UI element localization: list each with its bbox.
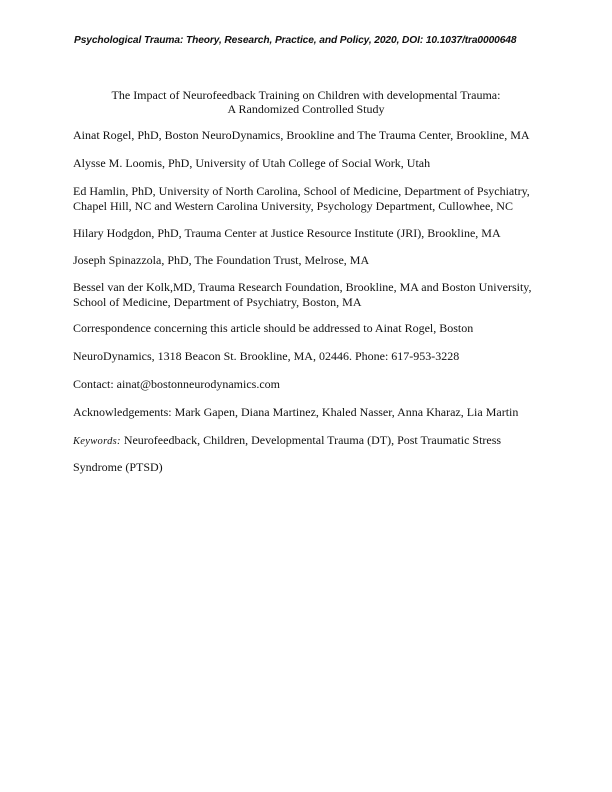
author-spinazzola: Joseph Spinazzola, PhD, The Foundation Trust, Melrose, MA (73, 253, 370, 267)
title-line-2: A Randomized Controlled Study (227, 102, 385, 116)
acknowledgements: Acknowledgements: Mark Gapen, Diana Martinez, Khaled Nasser, Anna Kharaz, Lia Martin (73, 405, 519, 419)
keywords-line-2: Syndrome (PTSD) (73, 460, 163, 474)
author-van-der-kolk-line-2: School of Medicine, Department of Psychiatry, Boston, MA (73, 294, 362, 309)
author-hamlin-line-1: Ed Hamlin, PhD, University of North Carolina, School of Medicine, Department of Psychiatry, (73, 184, 530, 198)
title-line-1: The Impact of Neurofeedback Training on Children with developmental Trauma: (111, 88, 501, 102)
author-hodgdon: Hilary Hodgdon, PhD, Trauma Center at Justice Resource Institute (JRI), Brookline, MA (73, 226, 501, 240)
keywords-label: Keywords: (73, 436, 121, 447)
contact-email: Contact: ainat@bostonneurodynamics.com (73, 377, 281, 391)
author-van-der-kolk-line-1: Bessel van der Kolk,MD, Trauma Research Foundation, Brookline, MA and Boston University, (73, 280, 532, 294)
correspondence-line-2: NeuroDynamics, 1318 Beacon St. Brookline, MA, 02446. Phone: 617-953-3228 (73, 349, 460, 363)
correspondence-line-1: Correspondence concerning this article should be addressed to Ainat Rogel, Boston (73, 321, 474, 335)
author-hamlin-line-2: Chapel Hill, NC and Western Carolina University, Psychology Department, Cullowhee, NC (73, 198, 513, 213)
article-title (73, 88, 539, 116)
author-hamlin (73, 184, 530, 213)
author-rogel: Ainat Rogel, PhD, Boston NeuroDynamics, Brookline and The Trauma Center, Brookline, MA (73, 128, 530, 142)
journal-citation-header: Psychological Trauma: Theory, Research, Practice, and Policy, 2020, DOI: 10.1037/tra0000648 (74, 35, 517, 46)
author-van-der-kolk (73, 280, 532, 309)
author-loomis: Alysse M. Loomis, PhD, University of Utah College of Social Work, Utah (73, 156, 431, 170)
keywords-line-1 (73, 433, 501, 450)
keywords-values: Neurofeedback, Children, Developmental Trauma (DT), Post Traumatic Stress (123, 433, 502, 447)
